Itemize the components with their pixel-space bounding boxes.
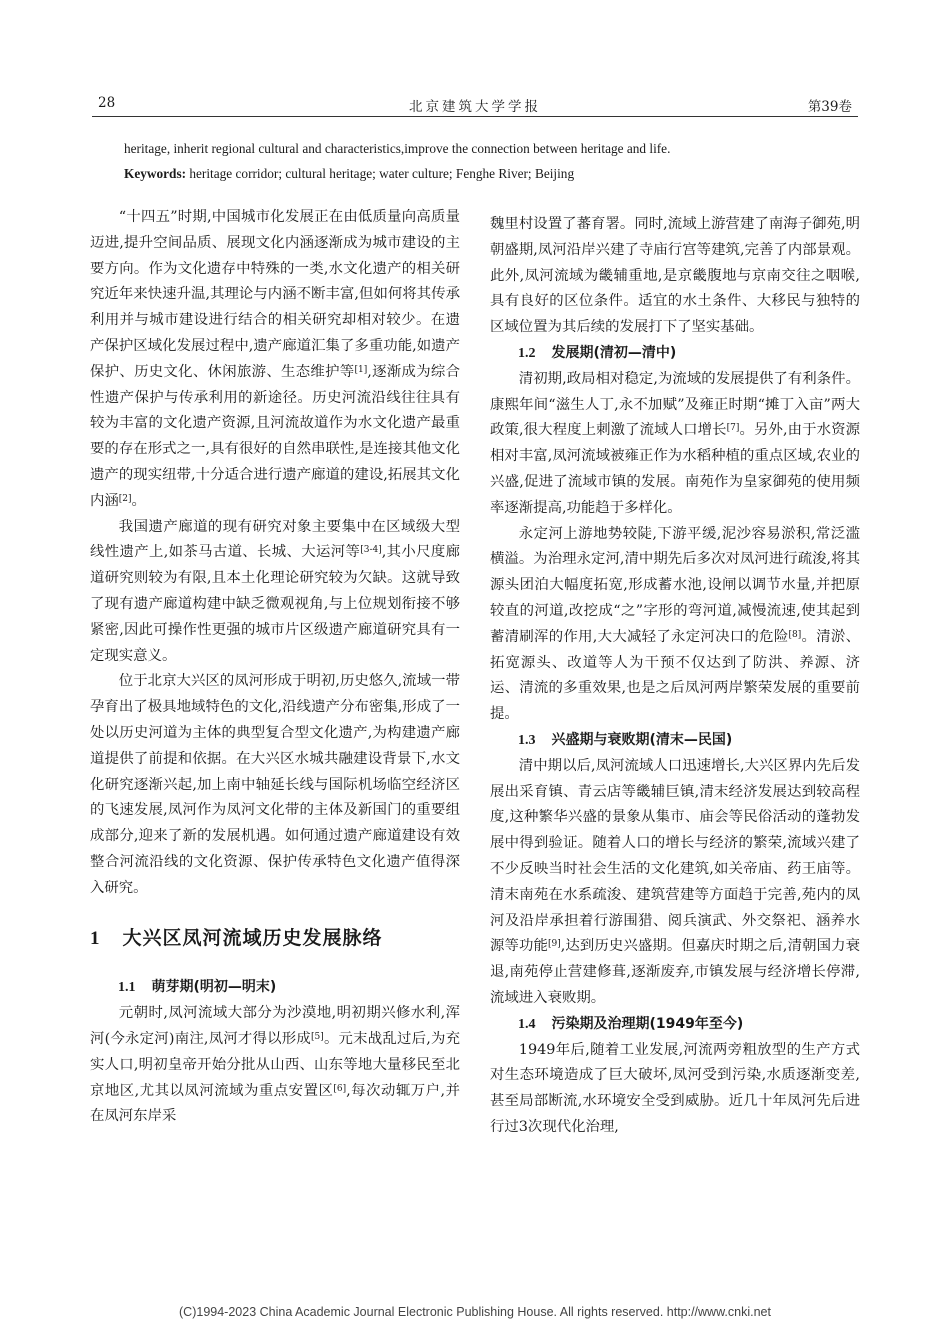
subsection-heading-1-3: 1.3 兴盛期与衰败期(清末—民国)	[518, 731, 733, 748]
abstract-tail	[124, 136, 850, 186]
keywords-label: Keywords:	[124, 166, 187, 181]
paragraph-1-4: 1949年后,随着工业发展,河流两旁粗放型的生产方式对生态环境造成了巨大破坏,凤河受到污染,水质逐渐变差,甚至局部断流,水环境安全受到威胁。近几十年凤河先后进行过3次现代化治理,	[490, 1041, 860, 1135]
section-heading-1: 1 大兴区凤河流域历史发展脉络	[90, 926, 383, 949]
running-header	[92, 92, 858, 117]
volume-label: 第39卷	[807, 99, 852, 115]
paragraph-intro-1: “十四五”时期,中国城市化发展正在由低质量向高质量迈进,提升空间品质、展现文化内涵逐渐成为城市建设的主要方向。作为文化遗存中特殊的一类,水文化遗产的相关研究近年来快速升温,其理论与内涵不断丰富,但如何将其传承利用并与城市建设进行结合的相关研究却相对较少。在遗产保护区域化发展过程中,遗产廊道汇集了多重功能,如遗产保护、历史文化、休闲旅游、生态维护等[1],逐渐成为综合性遗产保护与传承利用的新途径。历史河流沿线往往具有较为丰富的文化遗产资源,且河流故道作为水文化遗产最重要的存在形式之一,具有很好的自然串联性,是连接其他文化遗产的现实纽带,十分适合进行遗产廊道的建设,拓展其文化内涵[2]。	[90, 209, 460, 509]
paragraph-1-1-cont: 魏里村设置了蕃育署。同时,流域上游营建了南海子御苑,明朝盛期,凤河沿岸兴建了寺庙行宫等建筑,完善了内部景观。此外,凤河流域为畿辅重地,是京畿腹地与京南交往之咽喉,具有良好的区位条件。适宜的水土条件、大移民与独特的区域位置为其后续的发展打下了坚实基础。	[490, 216, 860, 336]
subsection-heading-1-2: 1.2 发展期(清初—清中)	[518, 344, 677, 361]
citation-ref[interactable]: [7]	[726, 423, 740, 434]
paragraph-intro-3: 位于北京大兴区的凤河形成于明初,历史悠久,流域一带孕育出了极具地域特色的文化,沿线遗产分布密集,形成了一处以历史河道为主体的典型复合型文化遗产,为构建遗产廊道提供了前提和依据。在大兴区水城共融建设背景下,水文化研究逐渐兴起,加上南中轴延长线与国际机场临空经济区的飞速发展,凤河作为凤河文化带的主体及新国门的重要组成部分,迎来了新的发展机遇。如何通过遗产廊道建设有效整合河流沿线的文化资源、保护传承特色文化遗产值得深入研究。	[90, 673, 460, 896]
journal-title: 北京建筑大学学报	[409, 99, 541, 115]
paragraph-intro-2: 我国遗产廊道的现有研究对象主要集中在区域级大型线性遗产上,如茶马古道、长城、大运河等[3-4],其小尺度廊道研究则较为有限,且本土化理论研究较为欠缺。这就导致了现有遗产廊道构建中缺乏微观视角,与上位规划衔接不够紧密,因此可操作性更强的城市片区级遗产廊道研究具有一定现实意义。	[90, 518, 461, 664]
subsection-heading-1-1: 1.1 萌芽期(明初—明末)	[118, 979, 277, 996]
citation-ref[interactable]: [8]	[788, 629, 802, 640]
keywords-line	[124, 161, 850, 186]
citation-ref[interactable]: [1]	[354, 364, 368, 375]
keywords-text: heritage corridor; cultural heritage; water culture; Fenghe River; Beijing	[189, 166, 575, 181]
paragraph-1-1: 元朝时,凤河流域大部分为沙漠地,明初期兴修水利,浑河(今永定河)南注,凤河才得以形成[5]。元末战乱过后,为充实人口,明初皇帝开始分批从山西、山东等地大量移民至北京地区,尤其以凤河流域为重点安置区[6],每次动辄万户,并在凤河东岸采	[90, 1005, 461, 1125]
citation-ref[interactable]: [2]	[118, 493, 132, 504]
subsection-heading-1-4: 1.4 污染期及治理期(1949年至今)	[518, 1015, 744, 1032]
paragraph-1-2a: 清初期,政局相对稳定,为流域的发展提供了有利条件。康熙年间“滋生人丁,永不加赋”及雍正时期“摊丁入亩”两大政策,很大程度上刺激了流域人口增长[7]。另外,由于水资源相对丰富,凤河流域被雍正作为水稻种植的重点区域,农业的兴盛,促进了流域市镇的发展。南苑作为皇家御苑的使用频率逐渐提高,功能趋于多样化。	[490, 370, 861, 516]
copyright-footer: (C)1994-2023 China Academic Journal Electronic Publishing House. All rights reserved. http://www.cnki.net	[179, 1305, 771, 1319]
paragraph-1-2b: 永定河上游地势较陡,下游平缓,泥沙容易淤积,常泛滥横溢。为治理永定河,清中期先后多次对凤河进行疏浚,将其源头团泊大幅度拓宽,形成蓄水池,设闸以调节水量,并把原较直的河道,改挖成“之”字形的弯河道,减慢流速,使其起到蓄清刷浑的作用,大大减轻了永定河决口的危险[8]。清淤、拓宽源头、改道等人为干预不仅达到了防洪、养源、济运、清流的多重效果,也是之后凤河两岸繁荣发展的重要前提。	[490, 525, 860, 723]
citation-ref[interactable]: [9]	[548, 939, 561, 950]
paragraph-1-3: 清中期以后,凤河流域人口迅速增长,大兴区界内先后发展出采育镇、青云店等畿辅巨镇,清末经济发展达到较高程度,这种繁华兴盛的景象从集市、庙会等民俗活动的蓬勃发展中得到验证。随着人口的增长与经济的繁荣,流域兴建了不少反映当时社会生活的文化建筑,如关帝庙、药王庙等。清末南苑在水系疏浚、建筑营建等方面趋于完善,苑内的凤河及沿岸承担着行游围猎、阅兵演武、外交祭祀、涵养水源等功能[9],达到历史兴盛期。但嘉庆时期之后,清朝国力衰退,南苑停止营建修葺,逐渐废弃,市镇发展与经济增长停滞,流域进入衰败期。	[490, 757, 860, 1006]
left-column	[90, 205, 460, 1130]
page-number: 28	[98, 95, 116, 111]
citation-ref[interactable]: [5]	[310, 1031, 324, 1042]
right-column	[490, 212, 860, 1141]
citation-ref[interactable]: [3-4]	[360, 545, 382, 556]
abstract-last-line: heritage, inherit regional cultural and characteristics,improve the connection between heritage and life.	[124, 141, 671, 156]
citation-ref[interactable]: [6]	[333, 1083, 347, 1094]
